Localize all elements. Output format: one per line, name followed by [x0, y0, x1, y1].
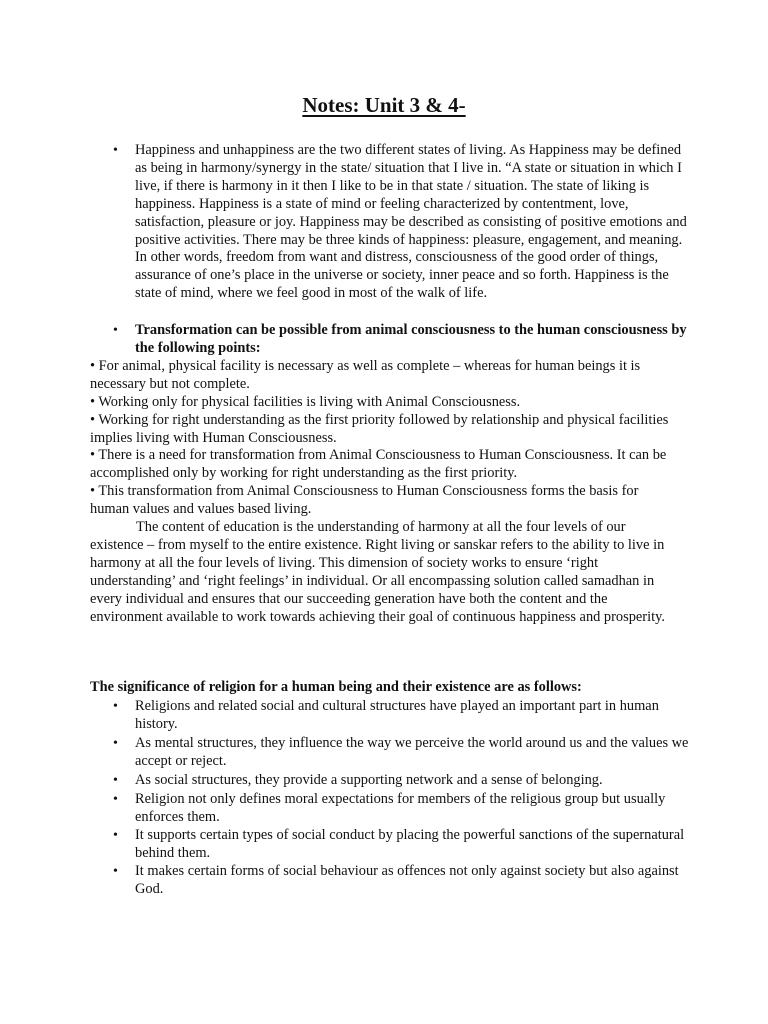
- religion-bullet-3: As social structures, they provide a supporting network and a sense of belonging.: [135, 772, 603, 788]
- point-1: • For animal, physical facility is necessary as well as complete – whereas for human beings it is necessary but not complete.: [90, 358, 641, 392]
- education-paragraph: The content of education is the understanding of harmony at all the four levels of our existence – from myself to the entire existence. Right living or sanskar refers to the ability to live in harmony at all the four levels of living. This dimension of society works to ensure ‘right understanding’ and ‘right feelings’ in individual. Or all encompassing solution called samadhan in every individual and ensures that our succeeding generation have both the content and the environment available to work towards achieving their goal of continuous happiness and prosperity.: [90, 519, 665, 625]
- happiness-bullet: Happiness and unhappiness are the two different states of living. As Happiness may be defined as being in harmony/synergy in the state/ situation that I live in. “A state or situation in which I live, if there is harmony in it then I like to be in that state / situation. The state of liking is happiness. Happiness is a state of mind or feeling characterized by contentment, love, satisfaction, pleasure or joy. Happiness may be described as consisting of positive emotions and positive activities. There may be three kinds of happiness: pleasure, engagement, and meaning. In other words, freedom from want and distress, consciousness of the good order of things, assurance of one’s place in the universe or society, inner peace and so forth. Happiness is the state of mind, where we feel good in most of the walk of life.: [135, 142, 687, 302]
- bullet-marker: •: [113, 792, 118, 807]
- bullet-marker: •: [113, 864, 118, 879]
- bullet-marker: •: [113, 828, 118, 843]
- bullet-marker: •: [113, 143, 118, 158]
- point-3: • Working for right understanding as the first priority followed by relationship and physical facilities implies living with Human Consciousness.: [90, 412, 669, 446]
- bullet-marker: •: [113, 736, 118, 751]
- religion-bullet-5: It supports certain types of social conduct by placing the powerful sanctions of the supernatural behind them.: [135, 827, 685, 861]
- religion-bullet-2: As mental structures, they influence the way we perceive the world around us and the values we accept or reject.: [135, 735, 689, 769]
- bullet-marker: •: [113, 773, 118, 788]
- religion-heading: The significance of religion for a human being and their existence are as follows:: [90, 679, 582, 695]
- page-title: Notes: Unit 3 & 4-: [302, 93, 466, 117]
- bullet-marker: •: [113, 323, 118, 338]
- point-4: • There is a need for transformation from Animal Consciousness to Human Consciousness. It can be accomplished only by working for right understanding as the first priority.: [90, 447, 667, 481]
- religion-bullet-4: Religion not only defines moral expectations for members of the religious group but usually enforces them.: [135, 791, 666, 825]
- transformation-bullet: Transformation can be possible from animal consciousness to the human consciousness by the following points:: [135, 322, 687, 356]
- point-2: • Working only for physical facilities is living with Animal Consciousness.: [90, 394, 521, 410]
- religion-bullet-1: Religions and related social and cultural structures have played an important part in human history.: [135, 698, 659, 732]
- point-5: • This transformation from Animal Consciousness to Human Consciousness forms the basis for human values and values based living.: [90, 483, 639, 517]
- bullet-marker: •: [113, 699, 118, 714]
- religion-bullet-6: It makes certain forms of social behaviour as offences not only against society but also against God.: [135, 863, 679, 897]
